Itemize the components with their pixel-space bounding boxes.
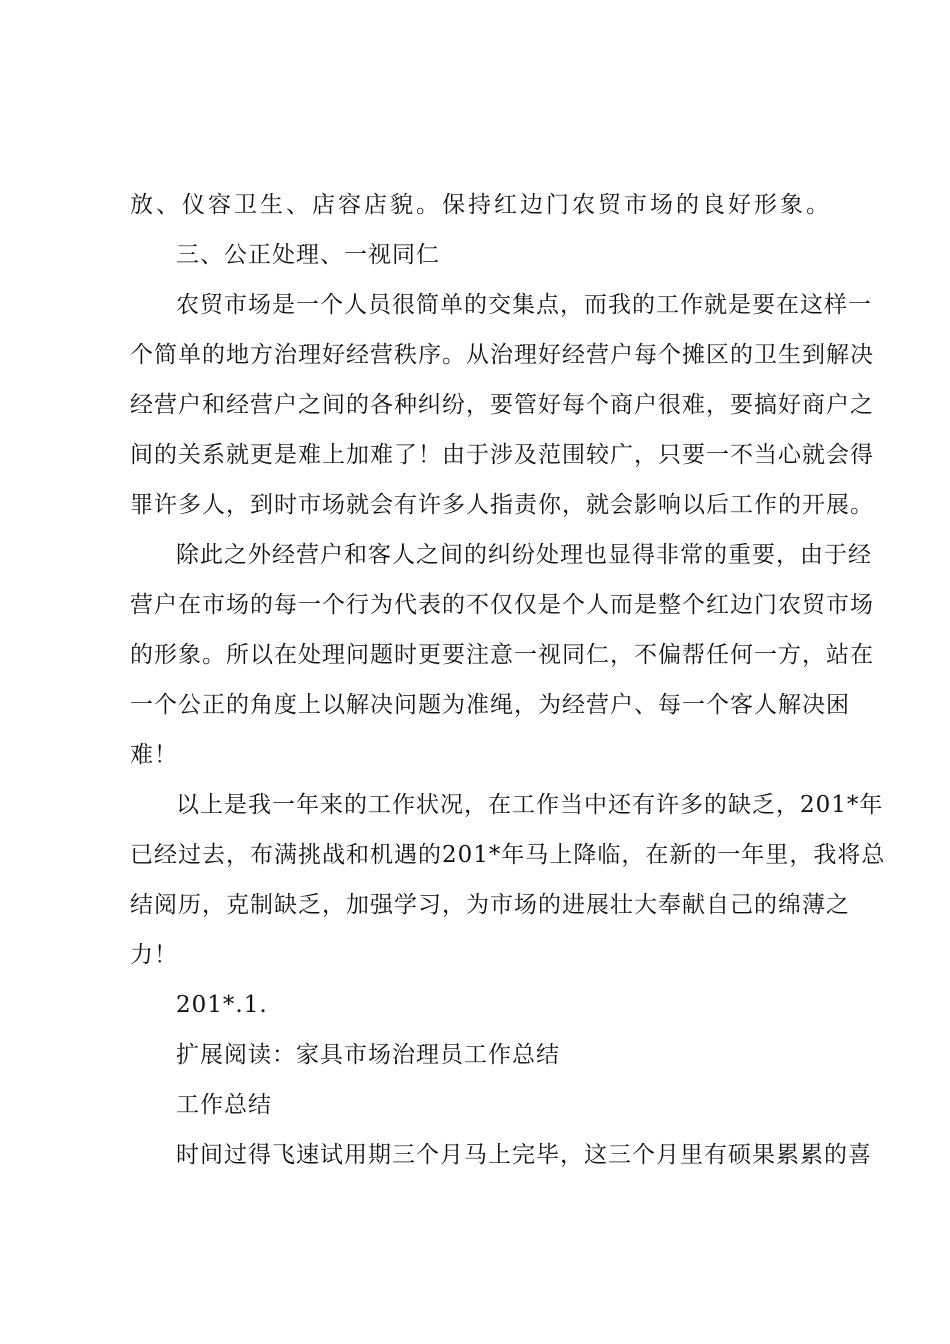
text-line-1: 放、仪容卫生、店容店貌。保持红边门农贸市场的良好形象。 [130,192,830,218]
text-line-9: 营户在市场的每一个行为代表的不仅仅是个人而是整个红边门农贸市场 [130,592,874,618]
text-line-6: 间的关系就更是难上加难了！由于涉及范围较广，只要一不当心就会得 [130,442,874,468]
date-line: 201*.1. [176,992,268,1018]
text-line-10: 的形象。所以在处理问题时更要注意一视同仁，不偏帮任何一方，站在 [130,642,874,668]
text-line-4: 个简单的地方治理好经营秩序。从治理好经营户每个摊区的卫生到解决 [130,342,874,368]
text-line-12: 难！ [130,742,178,768]
text-line-13: 以上是我一年来的工作状况，在工作当中还有许多的缺乏，201*年 [176,792,884,818]
text-line-15: 结阅历，克制缺乏，加强学习，为市场的进展壮大奉献自己的绵薄之 [130,892,850,918]
section-heading: 三、公正处理、一视同仁 [176,242,440,268]
text-line-16: 力！ [130,942,178,968]
text-line-7: 罪许多人，到时市场就会有许多人指责你，就会影响以后工作的开展。 [130,492,874,518]
work-summary-heading: 工作总结 [176,1092,272,1118]
text-line-5: 经营户和经营户之间的各种纠纷，要管好每个商户很难，要搞好商户之 [130,392,874,418]
text-line-3: 农贸市场是一个人员很简单的交集点，而我的工作就是要在这样一 [176,292,872,318]
text-line-11: 一个公正的角度上以解决问题为准绳，为经营户、每一个客人解决困 [130,692,850,718]
extended-reading-title: 扩展阅读：家具市场治理员工作总结 [176,1042,560,1068]
text-line-14: 已经过去，布满挑战和机遇的201*年马上降临，在新的一年里，我将总 [130,842,886,868]
text-line-20: 时间过得飞速试用期三个月马上完毕，这三个月里有硕果累累的喜 [176,1142,872,1168]
text-line-8: 除此之外经营户和客人之间的纠纷处理也显得非常的重要，由于经 [176,542,872,568]
